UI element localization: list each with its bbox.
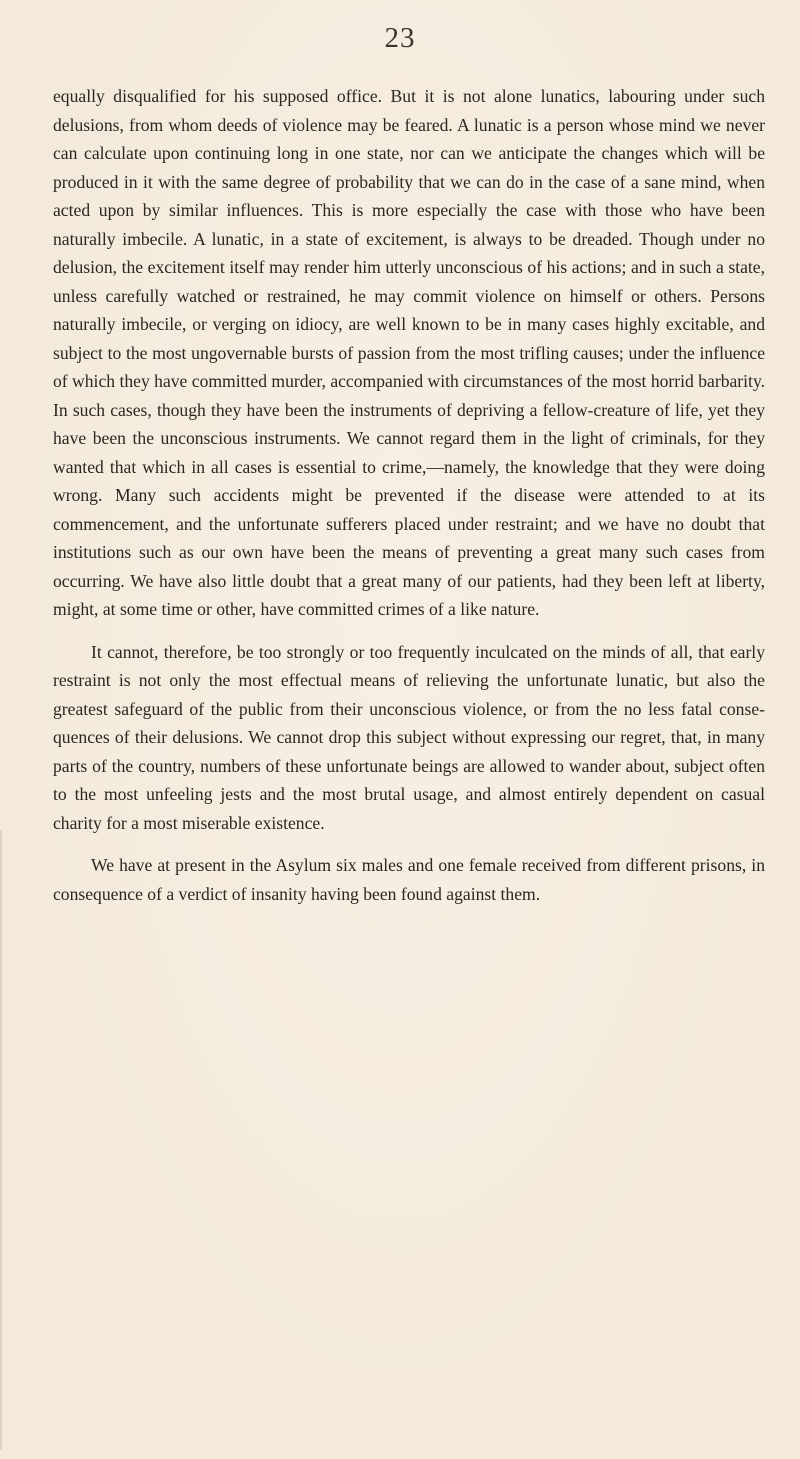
body-text xyxy=(53,82,765,908)
paragraph-1: equally disqualified for his supposed office. But it is not alone lunatics, labouring under such delusions, from whom deeds of violence may be feared. A lunatic is a person whose mind we never can calculate upon continuing long in one state, nor can we anticipate the changes which will be produced in it with the same degree of probability that we can do in the case of a sane mind, when acted upon by similar influences. This is more especially the case with those who have been naturally imbecile. A lunatic, in a state of excitement, is always to be dreaded. Though under no delusion, the excitement itself may render him utterly unconscious of his actions; and in such a state, unless carefully watched or restrained, he may commit violence on himself or others. Persons naturally imbecile, or verging on idiocy, are well known to be in many cases highly excitable, and subject to the most ungovernable bursts of passion from the most trifling causes; under the influence of which they have committed murder, accompanied with circumstances of the most horrid barbarity. In such cases, though they have been the instruments of depriving a fellow-creature of life, yet they have been the unconscious instruments. We cannot regard them in the light of criminals, for they wanted that which in all cases is essential to crime,—namely, the knowledge that they were doing wrong. Many such accidents might be prevented if the disease were attended to at its commencement, and the unfortunate sufferers placed under restraint; and we have no doubt that institutions such as our own have been the means of preventing a great many such cases from occurring. We have also little doubt that a great many of our patients, had they been left at liberty, might, at some time or other, have committed crimes of a like nature. xyxy=(53,86,765,619)
page-edge-shadow xyxy=(0,830,3,1450)
paragraph-3: We have at present in the Asylum six males and one female received from different prisons, in consequence of a verdict of insanity having been found against them. xyxy=(53,855,765,904)
page-number: 23 xyxy=(384,22,416,54)
paragraph-2: It cannot, therefore, be too strongly or too frequently inculcated on the minds of all, that early restraint is not only the most effectual means of relieving the unfortunate lunatic, but also the greatest safeguard of the public from their unconscious violence, or from the no less fatal consequences of their delusions. We cannot drop this subject without expressing our regret, that, in many parts of the country, numbers of these unfortunate beings are allowed to wander about, subject often to the most unfeeling jests and the most brutal usage, and almost entirely dependent on casual charity for a most miserable existence. xyxy=(53,641,765,833)
